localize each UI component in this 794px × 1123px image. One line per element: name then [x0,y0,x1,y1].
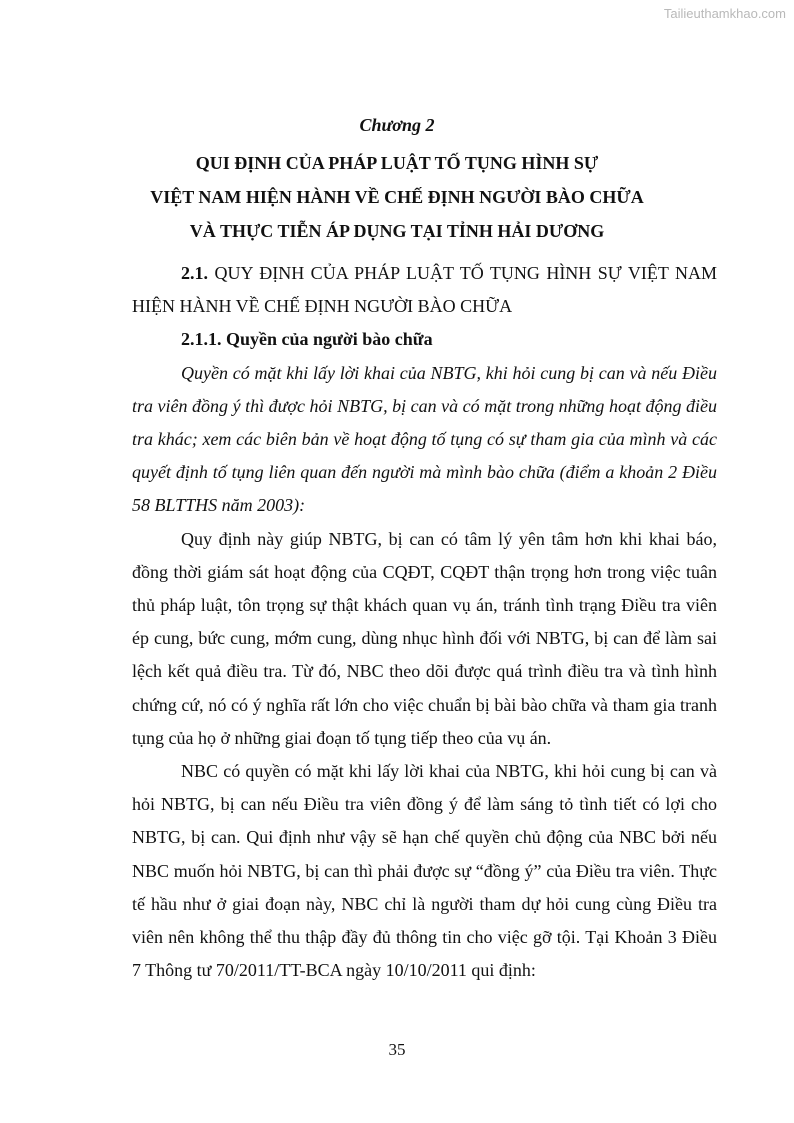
quoted-provision: Quyền có mặt khi lấy lời khai của NBTG, khi hỏi cung bị can và nếu Điều tra viên đồng ý thì được hỏi NBTG, bị can và có mặt trong những hoạt động điều tra khác; xem các biên bản về hoạt động tố tụng có sự tham gia của mình và các quyết định tố tụng liên quan đến người mà mình bào chữa (điểm a khoản 2 Điều 58 BLTTHS năm 2003): [132,362,717,516]
chapter-label: Chương 2 [359,115,435,135]
chapter-title-line-1: QUI ĐỊNH CỦA PHÁP LUẬT TỐ TỤNG HÌNH SỰ [195,153,599,173]
section-heading [132,257,717,290]
chapter-title [120,146,674,248]
section-number: 2.1. [181,263,208,283]
page-number: 35 [388,1040,406,1059]
section-title-line-2: HIỆN HÀNH VỀ CHẾ ĐỊNH NGƯỜI BÀO CHỮA [132,296,513,317]
subsection-heading: 2.1.1. Quyền của người bào chữa [181,329,433,350]
paragraph-1: Quy định này giúp NBTG, bị can có tâm lý yên tâm hơn khi khai báo, đồng thời giám sát hoạt động của CQĐT, CQĐT thận trọng hơn trong việc tuân thủ pháp luật, tôn trọng sự thật khách quan vụ án, tránh tình trạng Điều tra viên ép cung, bức cung, mớm cung, dùng nhục hình đối với NBTG, bị can để làm sai lệch kết quả điều tra. Từ đó, NBC theo dõi được quá trình điều tra và tình hình chứng cứ, nó có ý nghĩa rất lớn cho việc chuẩn bị bài bào chữa và tham gia tranh tụng của họ ở những giai đoạn tố tụng tiếp theo của vụ án. [132,528,717,748]
body-text [132,257,717,987]
chapter-title-line-2: VIỆT NAM HIỆN HÀNH VỀ CHẾ ĐỊNH NGƯỜI BÀO CHỮA [150,187,644,207]
section-title-line-1: QUY ĐỊNH CỦA PHÁP LUẬT TỐ TỤNG HÌNH SỰ VIỆT NAM [208,263,717,283]
watermark: Tailieuthamkhao.com [663,6,786,21]
paragraph-2: NBC có quyền có mặt khi lấy lời khai của NBTG, khi hỏi cung bị can và hỏi NBTG, bị can nếu Điều tra viên đồng ý để làm sáng tỏ tình tiết có lợi cho NBTG, bị can. Qui định như vậy sẽ hạn chế quyền chủ động của NBC bởi nếu NBC muốn hỏi NBTG, bị can thì phải được sự “đồng ý” của Điều tra viên. Thực tế hầu như ở giai đoạn này, NBC chỉ là người tham dự hỏi cung cùng Điều tra viên nên không thể thu thập đầy đủ thông tin cho việc gỡ tội. Tại Khoản 3 Điều 7 Thông tư 70/2011/TT-BCA ngày 10/10/2011 qui định: [132,761,717,981]
chapter-title-line-3: VÀ THỰC TIỄN ÁP DỤNG TẠI TỈNH HẢI DƯƠNG [189,221,605,241]
